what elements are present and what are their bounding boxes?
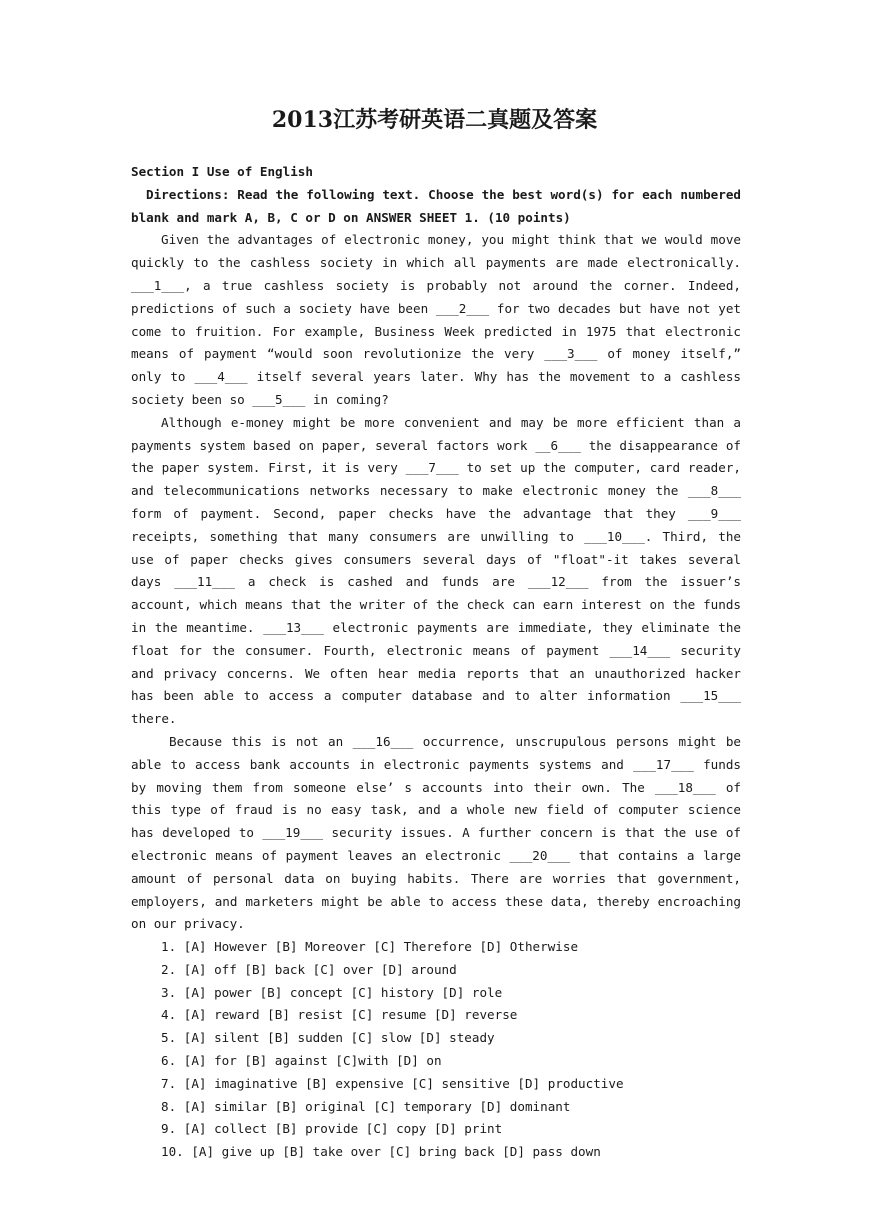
option-choices: [A] for [B] against [C]with [D] on xyxy=(183,1053,442,1069)
document-body xyxy=(131,161,741,1164)
option-number: 4. xyxy=(161,1007,177,1023)
option-choices: [A] power [B] concept [C] history [D] role xyxy=(183,984,503,1000)
option-item-3 xyxy=(131,982,741,1005)
option-choices: [A] imaginative [B] expensive [C] sensitive [D] productive xyxy=(183,1075,624,1091)
option-choices: [A] give up [B] take over [C] bring back [D] pass down xyxy=(191,1144,601,1160)
option-number: 6. xyxy=(161,1053,177,1069)
option-item-2 xyxy=(131,959,741,982)
option-choices: [A] collect [B] provide [C] copy [D] print xyxy=(183,1121,503,1137)
option-number: 2. xyxy=(161,961,177,977)
option-item-1 xyxy=(131,936,741,959)
answer-options-list xyxy=(131,936,741,1164)
option-item-9 xyxy=(131,1118,741,1141)
section-heading: Section I Use of English xyxy=(131,164,313,179)
option-item-6 xyxy=(131,1050,741,1073)
option-item-8 xyxy=(131,1096,741,1119)
option-choices: [A] However [B] Moreover [C] Therefore [D] Otherwise xyxy=(183,939,579,955)
option-choices: [A] off [B] back [C] over [D] around xyxy=(183,961,457,977)
option-number: 9. xyxy=(161,1121,177,1137)
document-title: 2013江苏考研英语二真题及答案 xyxy=(271,107,598,133)
option-number: 3. xyxy=(161,984,177,1000)
directions-text: Directions: Read the following text. Choose the best word(s) for each numbered blank and mark A, B, C or D on ANSWER SHEET 1. (10 points) xyxy=(131,186,741,225)
option-number: 7. xyxy=(161,1075,177,1091)
option-choices: [A] similar [B] original [C] temporary [D] dominant xyxy=(183,1098,571,1114)
option-item-10 xyxy=(131,1141,741,1164)
option-choices: [A] silent [B] sudden [C] slow [D] steady xyxy=(183,1030,495,1046)
passage-paragraph-1: Given the advantages of electronic money, you might think that we would move quickly to the cashless society in which all payments are made electronically. ___1___, a true cashless society is probably not around the corner. Indeed, predictions of such a society have been ___2___ for two decades but have not yet come to fruition. For example, Business Week predicted in 1975 that electronic means of payment “would soon revolutionize the very ___3___ of money itself,” only to ___4___ itself several years later. Why has the movement to a cashless society been so ___5___ in coming? xyxy=(131,232,741,407)
option-number: 8. xyxy=(161,1098,177,1114)
passage-paragraph-3: Because this is not an ___16___ occurrence, unscrupulous persons might be able to access bank accounts in electronic payments systems and ___17___ funds by moving them from someone else’ s accounts into their own. The ___18___ of this type of fraud is no easy task, and a whole new field of computer science has developed to ___19___ security issues. A further concern is that the use of electronic means of payment leaves an electronic ___20___ that contains a large amount of personal data on buying habits. There are worries that government, employers, and marketers might be able to access these data, thereby encroaching on our privacy. xyxy=(131,733,741,932)
option-item-4 xyxy=(131,1004,741,1027)
option-number: 10. xyxy=(161,1144,184,1160)
passage-paragraph-2: Although e-money might be more convenient and may be more efficient than a payments system based on paper, several factors work __6___ the disappearance of the paper system. First, it is very ___7___ to set up the computer, card reader, and telecommunications networks necessary to make electronic money the ___8___ form of payment. Second, paper checks have the advantage that they ___9___ receipts, something that many consumers are unwilling to ___10___. Third, the use of paper checks gives consumers several days of "float"-it takes several days ___11___ a check is cashed and funds are ___12___ from the issuer’s account, which means that the writer of the check can earn interest on the funds in the meantime. ___13___ electronic payments are immediate, they eliminate the float for the consumer. Fourth, electronic means of payment ___14___ security and privacy concerns. We often hear media reports that an unauthorized hacker has been able to access a computer database and to alter information ___15___ there. xyxy=(131,414,741,727)
option-number: 5. xyxy=(161,1030,177,1046)
option-item-7 xyxy=(131,1073,741,1096)
option-choices: [A] reward [B] resist [C] resume [D] reverse xyxy=(183,1007,518,1023)
option-item-5 xyxy=(131,1027,741,1050)
option-number: 1. xyxy=(161,939,177,955)
